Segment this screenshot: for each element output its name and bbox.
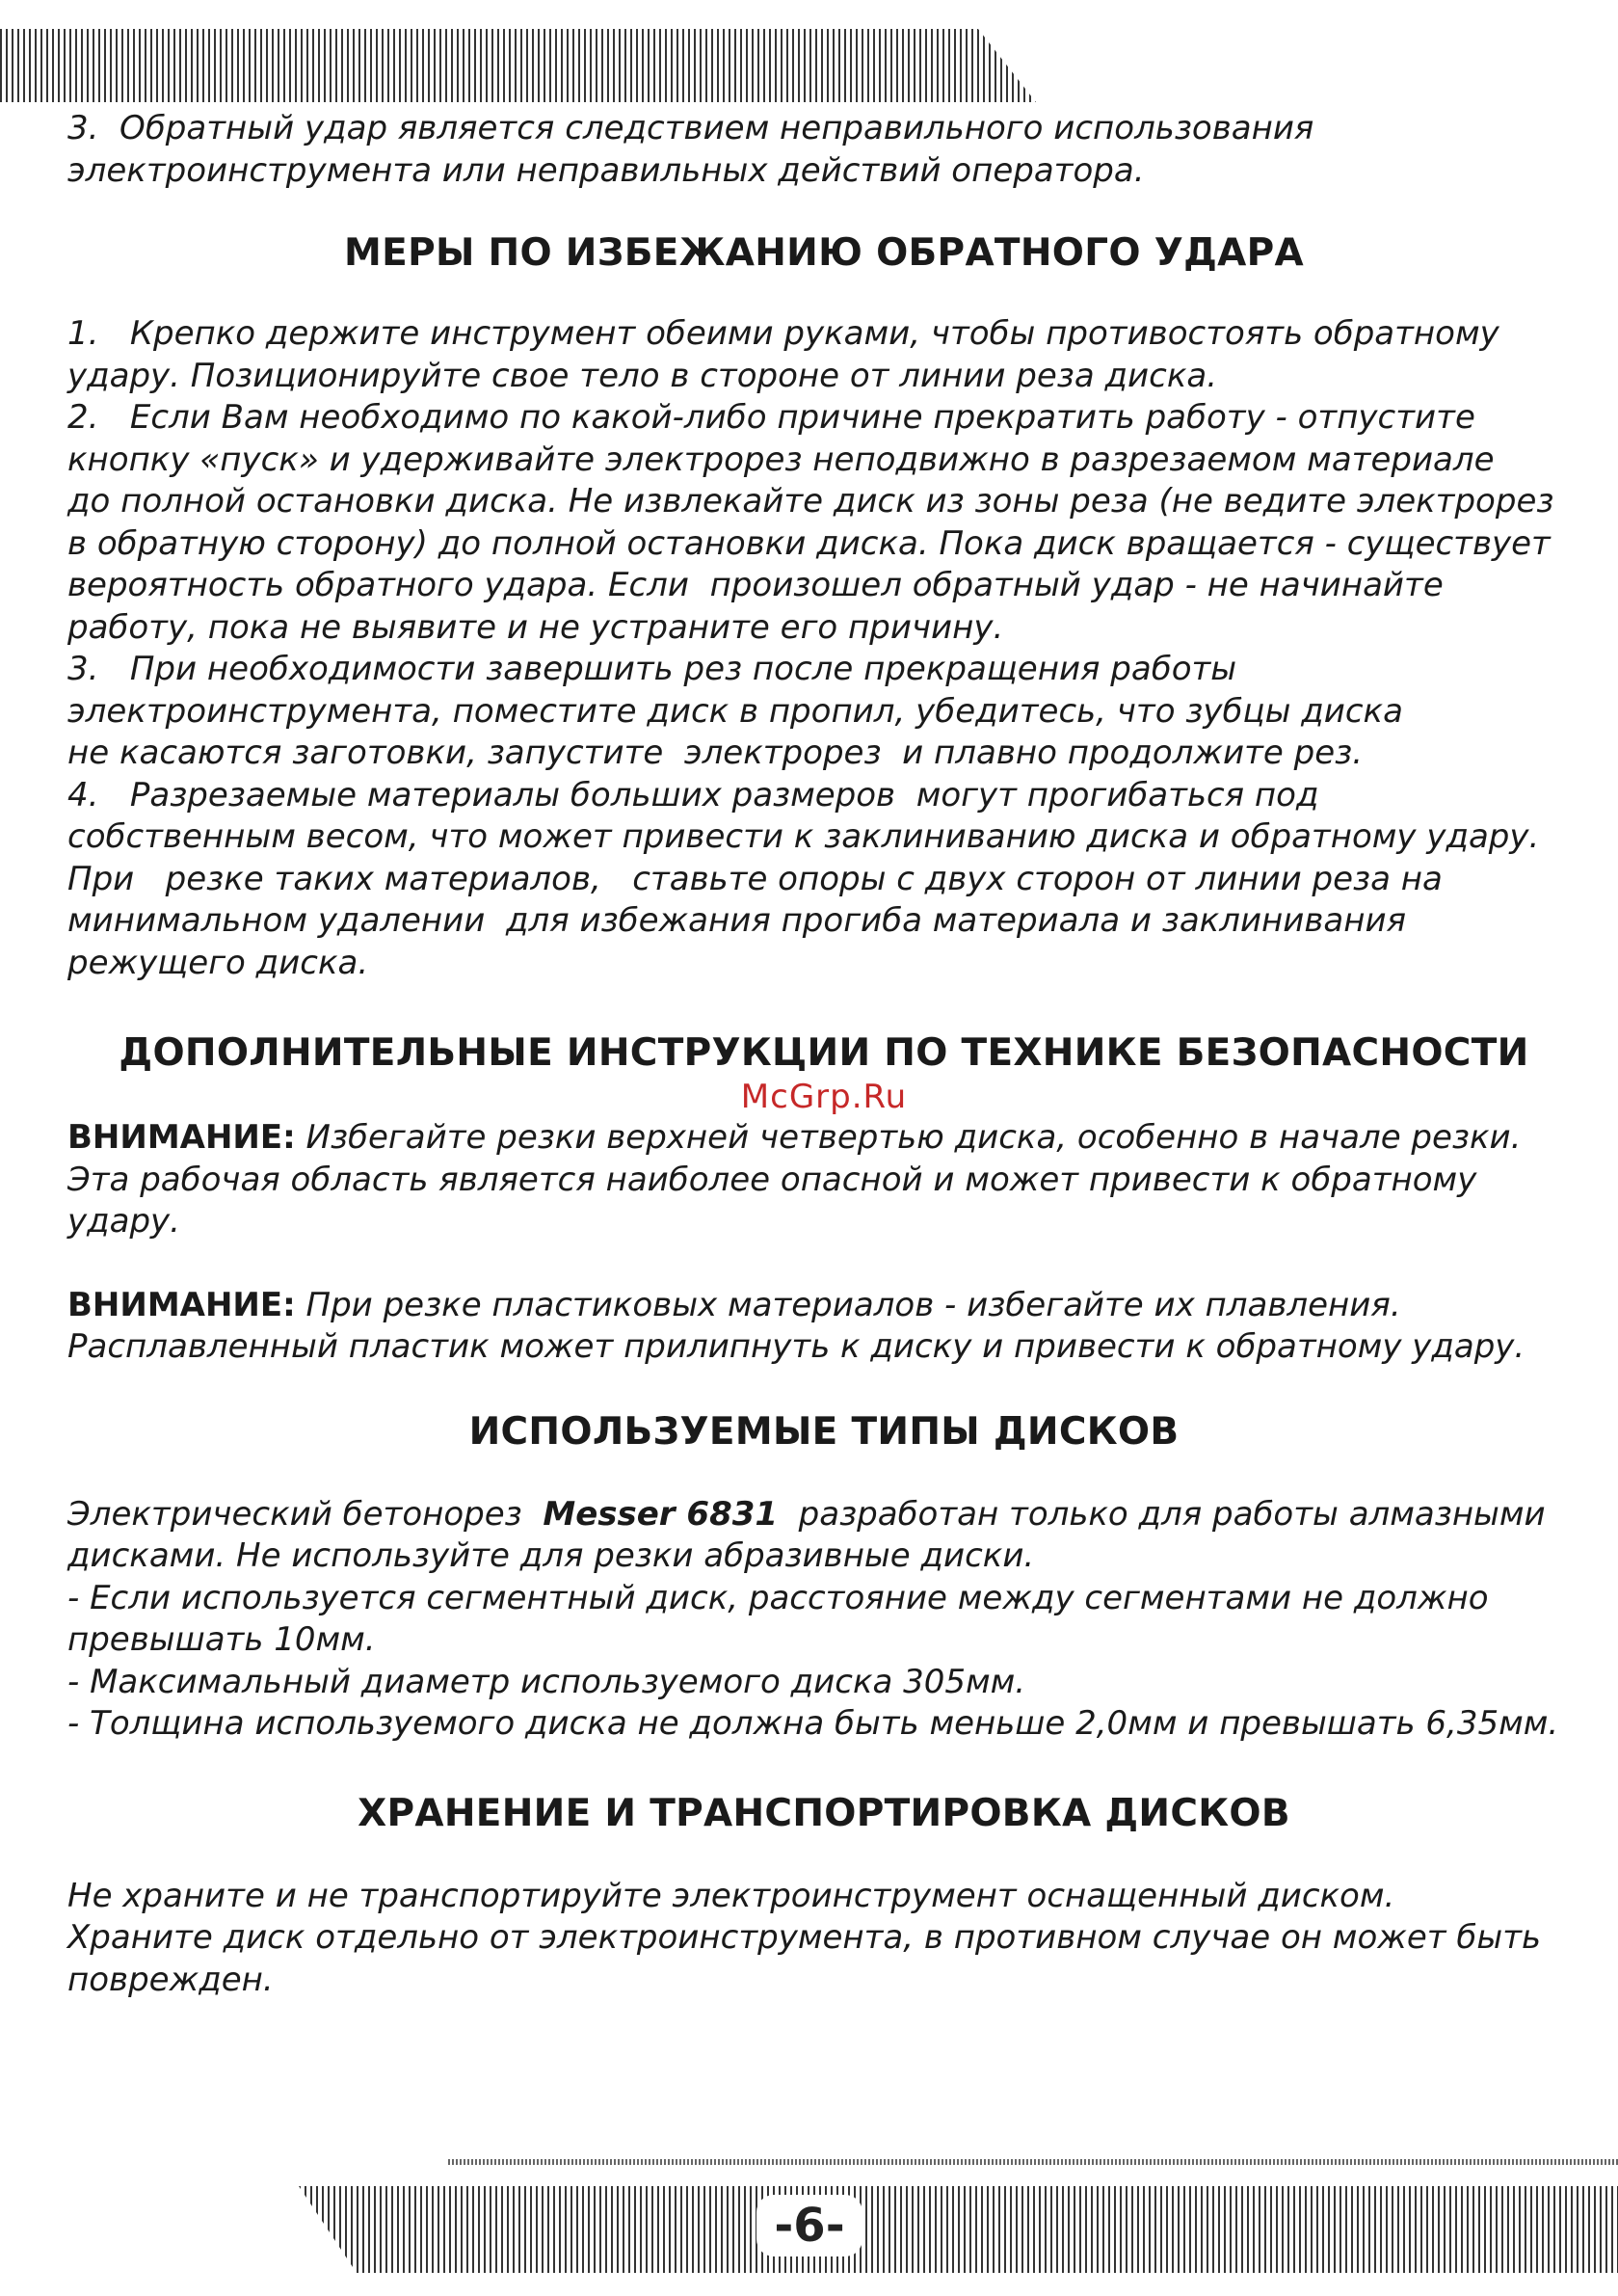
warning-block-1 (67, 1117, 1580, 1243)
text-line: 3. Обратный удар является следствием неправильного использования (67, 109, 1314, 147)
text-line: собственным весом, что может привести к заклиниванию диска и обратному удару. (67, 817, 1540, 856)
text-line: минимальном удалении для избежания прогиба материала и заклинивания (67, 901, 1407, 940)
text-line: Расплавленный пластик может прилипнуть к диску и привести к обратному удару. (67, 1327, 1525, 1366)
warning-label: ВНИМАНИЕ: (67, 1285, 296, 1324)
text-line: 2. Если Вам необходимо по какой-либо причине прекратить работу - отпустите (67, 398, 1475, 437)
text-line: не касаются заготовки, запустите электрорез и плавно продолжите рез. (67, 734, 1364, 772)
text-line: 3. При необходимости завершить рез после прекращения работы (67, 650, 1237, 688)
text-line: удару. Позиционируйте свое тело в стороне от линии реза диска. (67, 356, 1218, 395)
watermark-text: McGrp.Ru (740, 1078, 908, 1116)
text-line: до полной остановки диска. Не извлекайте диск из зоны реза (не ведите электрорез (67, 482, 1554, 521)
text-line: 1. Крепко держите инструмент обеими руками, чтобы противостоять обратному (67, 314, 1499, 353)
text-line: удару. (67, 1202, 180, 1241)
intro-paragraph (67, 108, 1580, 192)
text-line: работу, пока не выявите и не устраните его причину. (67, 607, 1004, 647)
kickback-measures-list (67, 313, 1580, 984)
text-line: - Толщина используемого диска не должна быть меньше 2,0мм и превышать 6,35мм. (67, 1704, 1559, 1743)
text-line: превышать 10мм. (67, 1620, 376, 1659)
warning-text: Избегайте резки верхней четвертью диска, особенно в начале резки. (295, 1118, 1522, 1157)
text-line: режущего диска. (67, 943, 369, 982)
section-heading-safety: ДОПОЛНИТЕЛЬНЫЕ ИНСТРУКЦИИ ПО ТЕХНИКЕ БЕЗОПАСНОСТИ (119, 1031, 1529, 1075)
warning-label: ВНИМАНИЕ: (67, 1118, 296, 1157)
text-line: дисками. Не используйте для резки абразивные диски. (67, 1536, 1035, 1575)
section-heading-storage: ХРАНЕНИЕ И ТРАНСПОРТИРОВКА ДИСКОВ (358, 1791, 1290, 1835)
page-number: -6- (756, 2195, 862, 2256)
storage-paragraph (67, 1876, 1580, 2002)
product-model: Messer 6831 (543, 1494, 779, 1534)
text-line: Эта рабочая область является наиболее опасной и может привести к обратному (67, 1160, 1477, 1199)
text-fragment: Электрический бетонорез (67, 1494, 544, 1534)
bottom-hatch-decoration (299, 2186, 1618, 2273)
text-line: кнопку «пуск» и удерживайте электрорез неподвижно в разрезаемом материале (67, 440, 1495, 479)
text-line: вероятность обратного удара. Если произошел обратный удар - не начинайте (67, 566, 1444, 604)
text-line: 4. Разрезаемые материалы больших размеров могут прогибаться под (67, 775, 1319, 814)
footer-dotted-rule (448, 2159, 1618, 2165)
text-line: При резке таких материалов, ставьте опоры с двух сторон от линии реза на (67, 859, 1443, 898)
text-line: электроинструмента или неправильных действий оператора. (67, 150, 1145, 190)
section-heading-disc-types: ИСПОЛЬЗУЕМЫЕ ТИПЫ ДИСКОВ (468, 1409, 1180, 1454)
top-hatch-decoration (0, 29, 1036, 102)
text-line: - Максимальный диаметр используемого диска 305мм. (67, 1662, 1026, 1701)
warning-text: При резке пластиковых материалов - избегайте их плавления. (295, 1285, 1401, 1324)
warning-block-2 (67, 1285, 1580, 1369)
disc-types-paragraph (67, 1494, 1580, 1746)
text-line: в обратную сторону) до полной остановки диска. Пока диск вращается - существует (67, 523, 1551, 563)
text-line: Не храните и не транспортируйте электроинструмент оснащенный диском. (67, 1876, 1395, 1915)
text-line: поврежден. (67, 1960, 274, 1999)
section-heading-kickback: МЕРЫ ПО ИЗБЕЖАНИЮ ОБРАТНОГО УДАРА (344, 231, 1304, 275)
text-line: Храните диск отдельно от электроинструмента, в противном случае он может быть (67, 1918, 1542, 1957)
text-line: электроинструмента, поместите диск в пропил, убедитесь, что зубцы диска (67, 691, 1403, 731)
page-content (67, 108, 1580, 2001)
text-line: - Если используется сегментный диск, расстояние между сегментами не должно (67, 1578, 1489, 1617)
text-fragment: разработан только для работы алмазными (778, 1494, 1546, 1534)
